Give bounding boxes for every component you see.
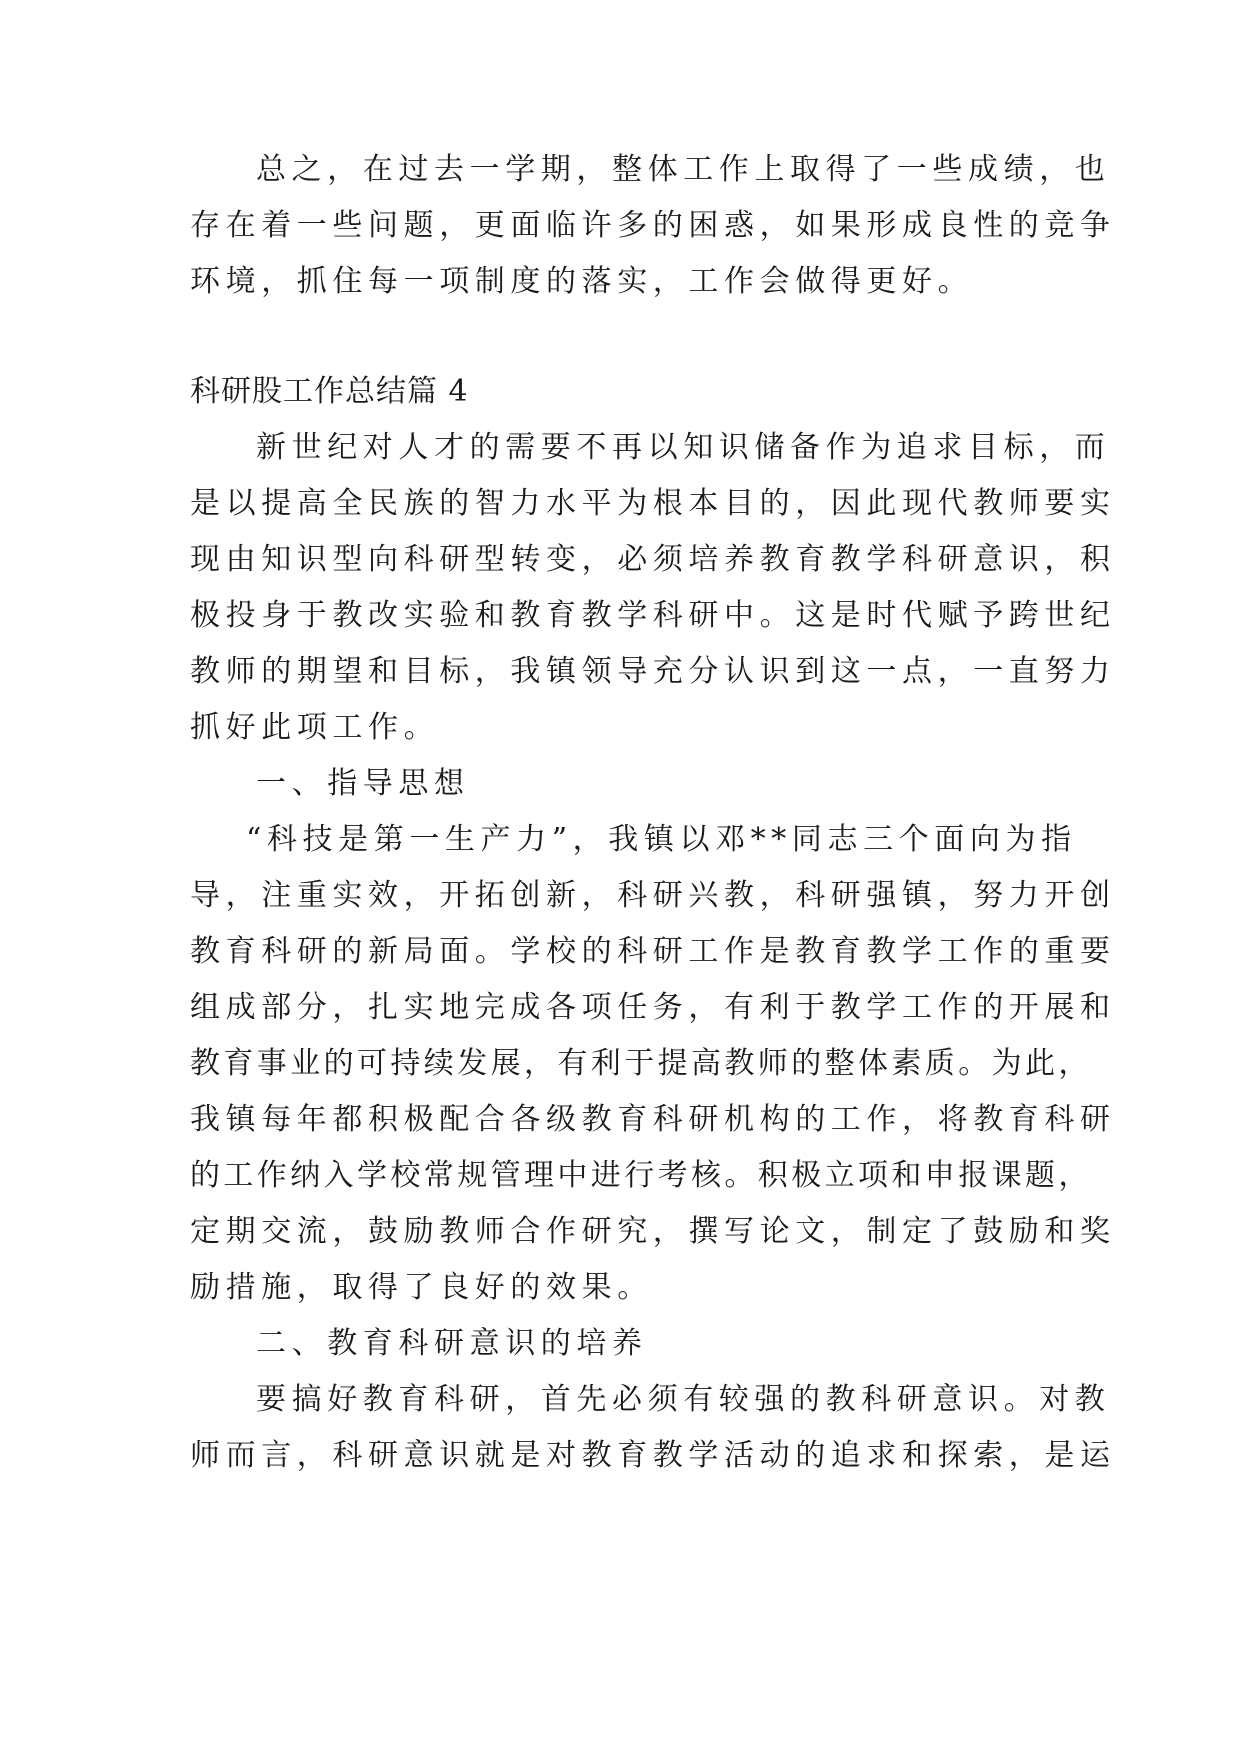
guiding-line-7: 的工作纳入学校常规管理中进行考核。积极立项和申报课题， bbox=[190, 1158, 1092, 1193]
awareness-line-2: 师而言，科研意识就是对教育教学活动的追求和探索，是运 bbox=[190, 1438, 1116, 1473]
guiding-line-3: 教育科研的新局面。学校的科研工作是教育教学工作的重要 bbox=[190, 934, 1116, 969]
guiding-line-4: 组成部分，扎实地完成各项任务，有利于教学工作的开展和 bbox=[190, 990, 1116, 1025]
heading-guiding-thought: 一、指导思想 bbox=[256, 766, 470, 801]
section-title: 科研股工作总结篇 4 bbox=[190, 374, 469, 409]
guiding-line-1: “科技是第一生产力”，我镇以邓**同志三个面向为指 bbox=[246, 822, 1077, 857]
heading-research-awareness: 二、教育科研意识的培养 bbox=[256, 1326, 648, 1361]
summary-line-1: 总之，在过去一学期，整体工作上取得了一些成绩，也 bbox=[256, 152, 1111, 187]
summary-line-2: 存在着一些问题，更面临许多的困惑，如果形成良性的竞争 bbox=[190, 208, 1116, 243]
intro-line-6: 抓好此项工作。 bbox=[190, 710, 440, 745]
summary-line-3: 环境，抓住每一项制度的落实，工作会做得更好。 bbox=[190, 264, 974, 299]
intro-line-5: 教师的期望和目标，我镇领导充分认识到这一点，一直努力 bbox=[190, 654, 1116, 689]
intro-line-2: 是以提高全民族的智力水平为根本目的，因此现代教师要实 bbox=[190, 486, 1116, 521]
awareness-line-1: 要搞好教育科研，首先必须有较强的教科研意识。对教 bbox=[256, 1382, 1111, 1417]
guiding-line-8: 定期交流，鼓励教师合作研究，撰写论文，制定了鼓励和奖 bbox=[190, 1214, 1116, 1249]
guiding-line-6: 我镇每年都积极配合各级教育科研机构的工作，将教育科研 bbox=[190, 1102, 1116, 1137]
guiding-line-2: 导，注重实效，开拓创新，科研兴教，科研强镇，努力开创 bbox=[190, 878, 1116, 913]
guiding-line-9: 励措施，取得了良好的效果。 bbox=[190, 1270, 653, 1305]
intro-line-4: 极投身于教改实验和教育教学科研中。这是时代赋予跨世纪 bbox=[190, 598, 1116, 633]
guiding-line-5: 教育事业的可持续发展，有利于提高教师的整体素质。为此， bbox=[190, 1046, 1092, 1081]
intro-line-1: 新世纪对人才的需要不再以知识储备作为追求目标，而 bbox=[256, 430, 1111, 465]
intro-line-3: 现由知识型向科研型转变，必须培养教育教学科研意识，积 bbox=[190, 542, 1116, 577]
